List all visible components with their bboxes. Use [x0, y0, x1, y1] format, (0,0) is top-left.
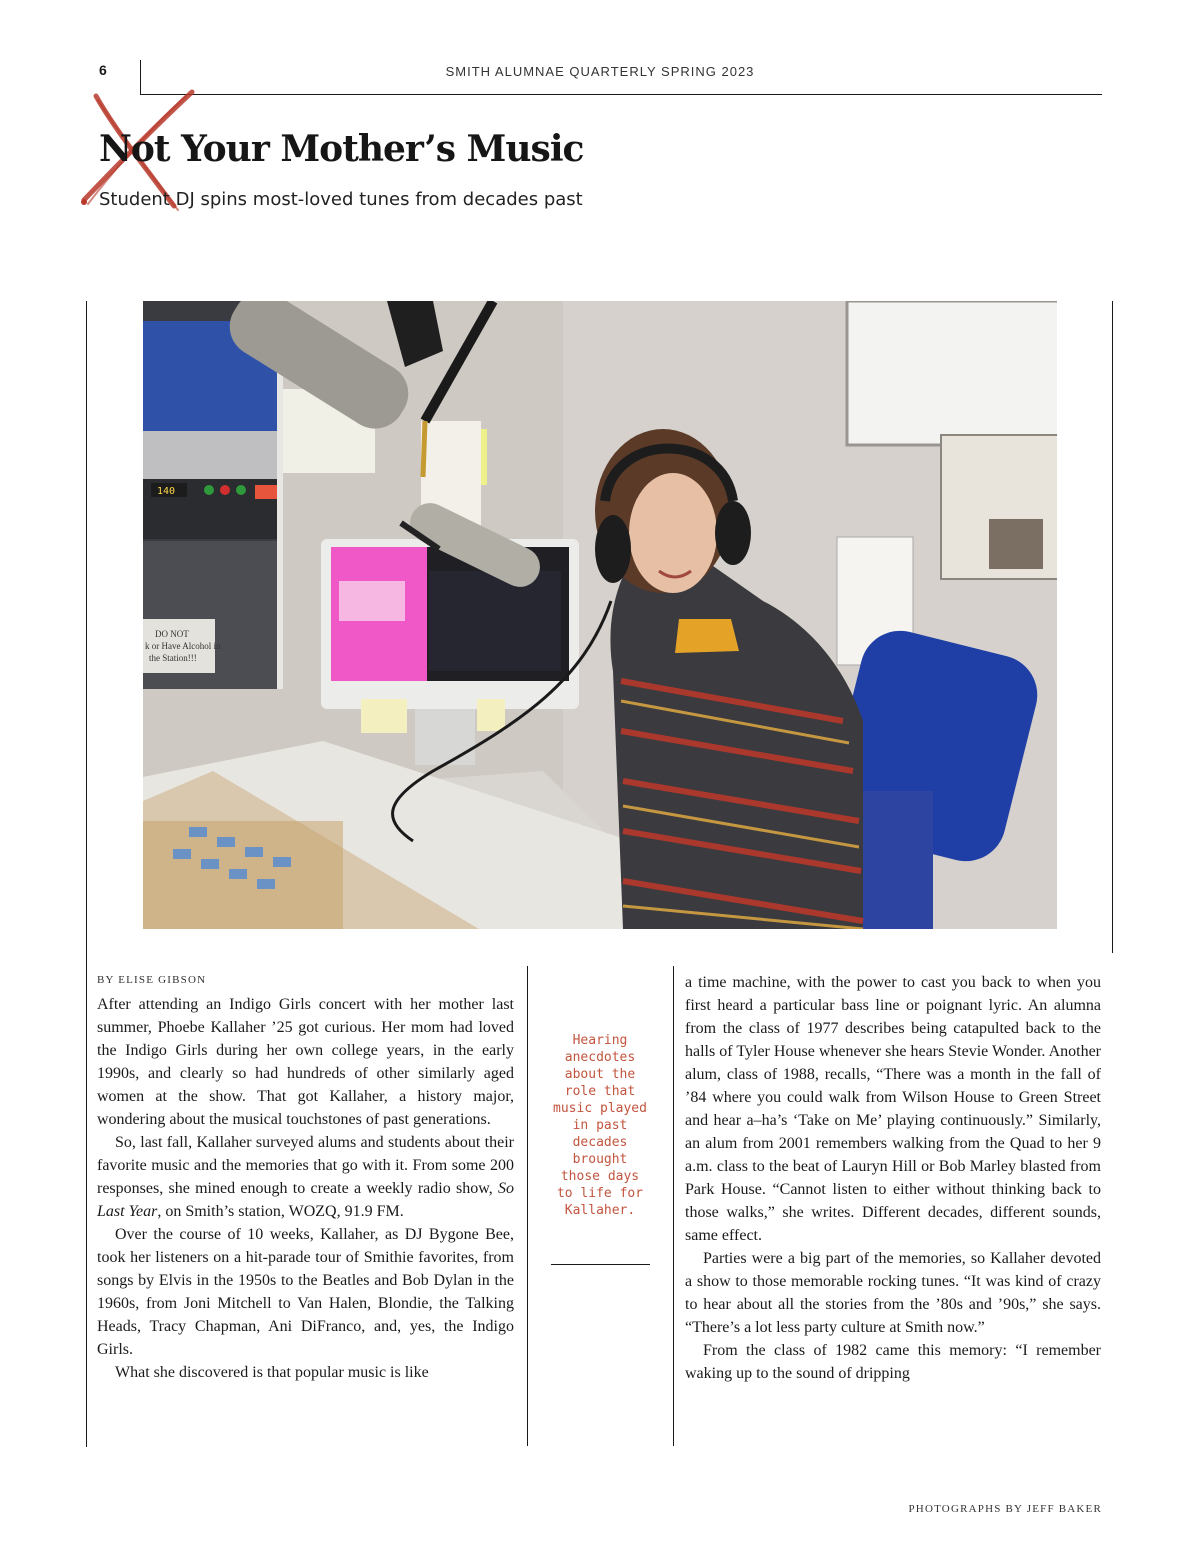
photo-credit: PHOTOGRAPHS BY JEFF BAKER — [908, 1503, 1102, 1515]
sign-line-3: the Station!!! — [149, 653, 197, 663]
sign-line-2: k or Have Alcohol in — [145, 641, 221, 651]
paragraph: After attending an Indigo Girls concert with her mother last summer, Phoebe Kallaher ’25 got curious. Her mom had loved the Indigo Girls during her own college years, in the early 1990s, and clearly so had hundreds of other similarly aged women at the show. That got Kallaher, a history major, wondering about the musical touchstones of past generations. — [97, 996, 514, 1128]
paragraph: From the class of 1982 came this memory: “I remember waking up to the sound of dripping — [685, 1342, 1101, 1382]
page-number: 6 — [99, 62, 107, 78]
pull-quote: Hearing anecdotes about the role that music played in past decades brought those days to life for Kallaher. — [553, 1033, 647, 1218]
paragraph: So, last fall, Kallaher surveyed alums and students about their favorite music and the memories that go with it. From some 200 responses, she mined enough to create a weekly radio show, So Last Year, on Smith’s station, WOZQ, 91.9 FM. — [97, 1134, 514, 1220]
column-rule-right — [673, 966, 674, 1446]
running-head: SMITH ALUMNAE QUARTERLY SPRING 2023 — [445, 64, 755, 79]
article-subtitle: Student DJ spins most-loved tunes from decades past — [99, 189, 583, 210]
byline: BY ELISE GIBSON — [97, 974, 207, 986]
paragraph: a time machine, with the power to cast you back to when you first heard a particular bass line or poignant lyric. An alumna from the class of 1977 describes being catapulted back to the halls of Tyler House whenever she hears Stevie Wonder. Another alum, class of 1988, recalls, “There was a month in the fall of ’84 where you could walk from Wilson House to Green Street and hear a–ha’s ‘Take on Me’ playing continuously.” Similarly, an alum from 2001 remembers walking from the Quad to her 9 a.m. class to the beat of Lauryn Hill or Bob Marley blasted from Park House. “Cannot listen to either without thinking back to those walks,” she writes. Different decades, different sounds, same effect. — [685, 974, 1101, 1244]
header-rule — [140, 94, 1102, 95]
article-photo — [143, 301, 1057, 929]
article-title: Not Your Mother’s Music — [99, 128, 584, 170]
paragraph: Over the course of 10 weeks, Kallaher, as DJ Bygone Bee, took her listeners on a hit-parade tour of Smithie favorites, from songs by Elvis in the 1950s to the Beatles and Bob Dylan in the 1960s, from Joni Mitchell to Van Halen, Blondie, the Talking Heads, Tracy Chapman, Ani DiFranco, and, yes, the Indigo Girls. — [97, 1226, 514, 1358]
rack-display-text: 140 — [157, 486, 176, 497]
pull-quote-rule — [551, 1264, 650, 1265]
show-title-italic: So Last Year — [97, 1180, 514, 1220]
sign-line-1: DO NOT — [155, 629, 189, 639]
radio-studio-illustration — [143, 301, 1057, 929]
frame-rule-right — [1112, 301, 1113, 953]
article-column-1 — [97, 993, 514, 1384]
paragraph: What she discovered is that popular music is like — [115, 1364, 429, 1381]
frame-rule-left — [86, 301, 87, 1447]
paragraph: Parties were a big part of the memories, so Kallaher devoted a show to those memorable rocking tunes. “It was kind of crazy to hear about all the stories from the ’80s and ’90s,” she says. “There’s a lot less party culture at Smith now.” — [685, 1250, 1101, 1336]
column-rule-left — [527, 966, 528, 1446]
article-column-2 — [685, 971, 1101, 1385]
